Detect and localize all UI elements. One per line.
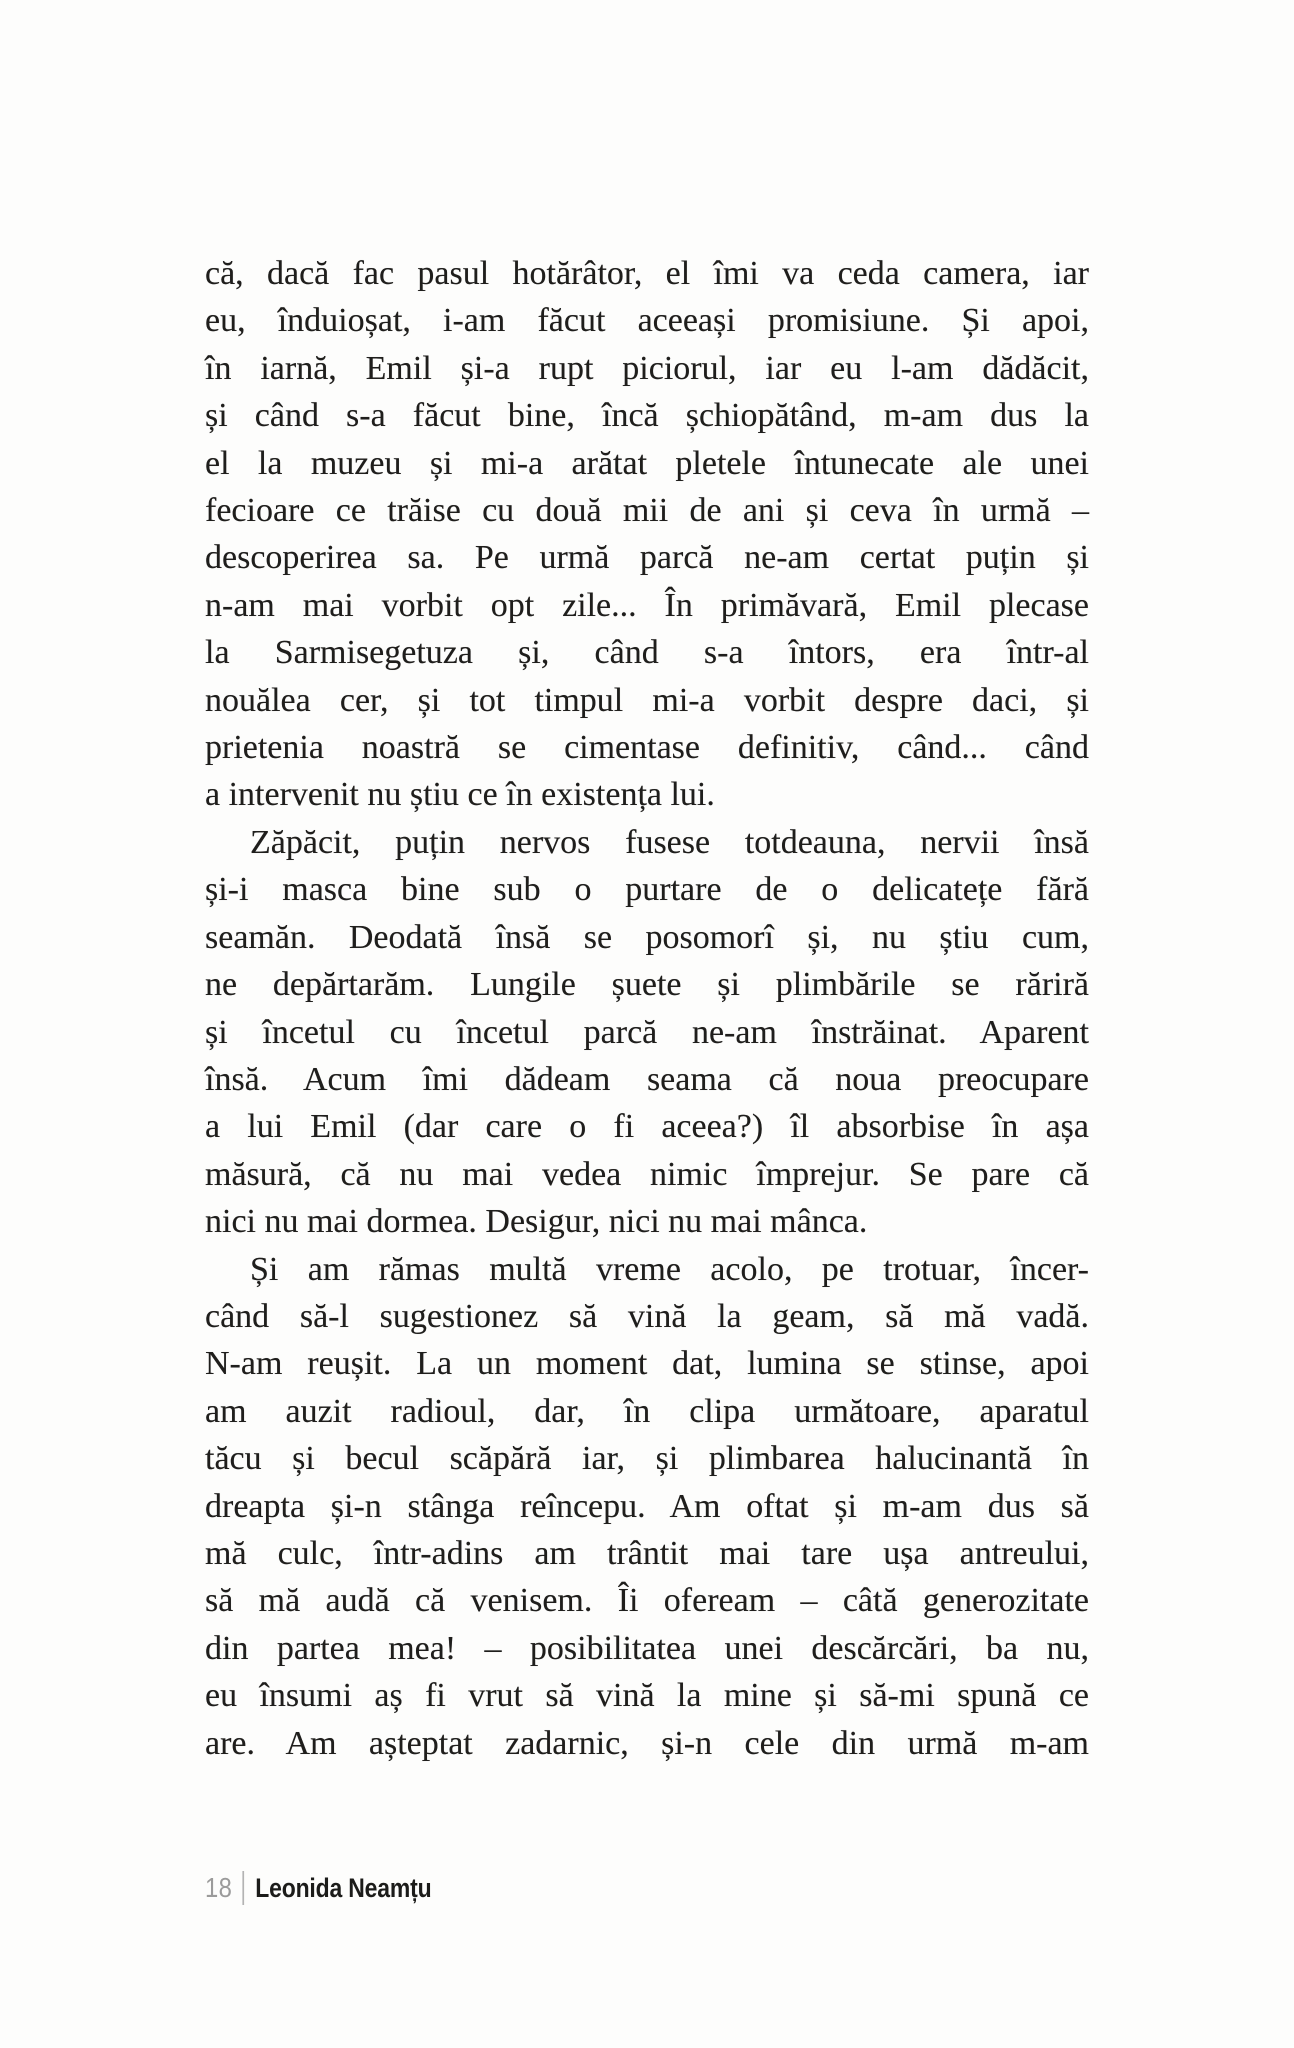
- text-line: descoperirea sa. Pe urmă parcă ne-am certat puțin și: [205, 539, 1089, 577]
- footer-separator-rule: [243, 1871, 245, 1905]
- text-line: N-am reușit. La un moment dat, lumina se stinse, apoi: [205, 1345, 1089, 1383]
- text-line: și când s-a făcut bine, încă șchiopătând, m-am dus la: [205, 397, 1089, 435]
- text-line: mă culc, într-adins am trântit mai tare ușa antreului,: [205, 1534, 1089, 1572]
- text-line: eu, înduioșat, i-am făcut aceeași promisiune. Și apoi,: [205, 302, 1089, 340]
- text-line: și încetul cu încetul parcă ne-am înstrăinat. Aparent: [205, 1013, 1089, 1051]
- page-text: [205, 250, 1089, 1767]
- text-line: am auzit radioul, dar, în clipa următoare, aparatul: [205, 1392, 1089, 1430]
- author-name: Leonida Neamțu: [255, 1872, 432, 1903]
- text-line: el la muzeu și mi-a arătat pletele întunecate ale unei: [205, 444, 1089, 482]
- text-line: seamăn. Deodată însă se posomorî și, nu știu cum,: [205, 918, 1089, 956]
- text-line: dreapta și-n stânga reîncepu. Am oftat și m-am dus să: [205, 1487, 1089, 1525]
- text-line: prietenia noastră se cimentase definitiv, când... când: [205, 729, 1089, 767]
- text-line: și-i masca bine sub o purtare de o delicatețe fără: [205, 871, 1089, 909]
- text-line: Zăpăcit, puțin nervos fusese totdeauna, nervii însă: [250, 823, 1089, 861]
- text-line: că, dacă fac pasul hotărâtor, el îmi va ceda camera, iar: [205, 255, 1089, 292]
- text-line: fecioare ce trăise cu două mii de ani și ceva în urmă –: [205, 492, 1089, 530]
- text-line: să mă audă că venisem. Îi ofeream – câtă generozitate: [205, 1582, 1089, 1620]
- text-line: din partea mea! – posibilitatea unei descărcări, ba nu,: [205, 1629, 1089, 1667]
- text-line: a lui Emil (dar care o fi aceea?) îl absorbise în așa: [205, 1108, 1089, 1146]
- text-line: nici nu mai dormea. Desigur, nici nu mai mânca.: [205, 1203, 868, 1241]
- text-line: în iarnă, Emil și-a rupt piciorul, iar eu l-am dădăcit,: [205, 349, 1089, 387]
- text-line: măsură, că nu mai vedea nimic împrejur. Se pare că: [205, 1155, 1089, 1193]
- text-line: Și am rămas multă vreme acolo, pe trotuar, încer-: [250, 1250, 1089, 1288]
- text-line: tăcu și becul scăpără iar, și plimbarea halucinantă în: [205, 1440, 1089, 1478]
- page-footer: [205, 1868, 431, 1908]
- text-line: are. Am așteptat zadarnic, și-n cele din urmă m-am: [205, 1724, 1089, 1762]
- text-line: când să-l sugestionez să vină la geam, să mă vadă.: [205, 1297, 1089, 1335]
- text-line: la Sarmisegetuza și, când s-a întors, era într-al: [205, 634, 1089, 672]
- text-line: a intervenit nu știu ce în existența lui.: [205, 776, 715, 814]
- text-line: n-am mai vorbit opt zile... În primăvară, Emil plecase: [205, 586, 1089, 624]
- text-line: însă. Acum îmi dădeam seama că noua preocupare: [205, 1060, 1089, 1098]
- text-line: nouălea cer, și tot timpul mi-a vorbit despre daci, și: [205, 681, 1089, 719]
- text-line: ne depărtarăm. Lungile șuete și plimbările se răriră: [205, 966, 1089, 1004]
- text-line: eu însumi aș fi vrut să vină la mine și să-mi spună ce: [205, 1677, 1089, 1715]
- page-number: 18: [205, 1872, 233, 1903]
